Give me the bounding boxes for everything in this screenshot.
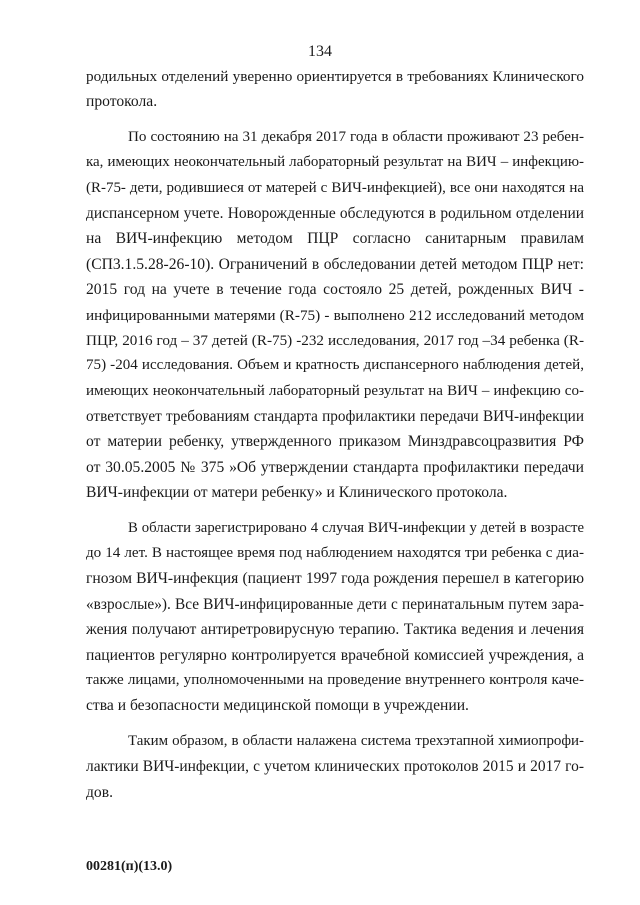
- text-line: жения получают антиретровирусную терапию. Тактика ведения и лечения: [86, 621, 584, 639]
- text-line: инфицированными матерями (R-75) - выполнено 212 исследований методом: [86, 306, 584, 324]
- paragraph: [86, 64, 584, 115]
- text-line: лактики ВИЧ-инфекции, с учетом клинических протоколов 2015 и 2017 го-: [86, 758, 584, 776]
- paragraph: [86, 516, 584, 719]
- text-line: диспансерном учете. Новорожденные обследуются в родильном отделении: [86, 204, 584, 222]
- text-line: также лицами, уполномоченными на проведение внутреннего контроля каче-: [86, 671, 584, 688]
- text-line: родильных отделений уверенно ориентируется в требованиях Клинического: [86, 68, 584, 85]
- text-line: до 14 лет. В настоящее время под наблюдением находятся три ребенка с диа-: [86, 545, 584, 562]
- text-line: протокола.: [86, 93, 158, 111]
- text-line: 75) -204 исследования. Объем и кратность диспансерного наблюдения детей,: [86, 357, 584, 374]
- text-line: В области зарегистрировано 4 случая ВИЧ-инфекции у детей в возрасте: [128, 519, 584, 536]
- text-line: По состоянию на 31 декабря 2017 года в области проживают 23 ребен-: [128, 128, 584, 145]
- text-line: ства и безопасности медицинской помощи в учреждении.: [86, 697, 469, 715]
- text-line: 2015 год на учете в течение года состояло 25 детей, рожденных ВИЧ -: [86, 281, 584, 299]
- text-line: от материи ребенку, утвержденного приказом Минздравсоцразвития РФ: [86, 433, 584, 451]
- text-line: гнозом ВИЧ-инфекция (пациент 1997 года рождения перешел в категорию: [86, 570, 584, 588]
- text-line: (СП3.1.5.28-26-10). Ограничений в обследовании детей методом ПЦР нет:: [86, 255, 584, 273]
- document-body: [86, 64, 584, 805]
- page-number: 134: [308, 43, 332, 60]
- text-line: имеющих неокончательный лабораторный результат на ВИЧ – инфекцию со-: [86, 382, 584, 399]
- text-line: дов.: [86, 783, 113, 801]
- paragraph: [86, 729, 584, 805]
- text-line: ка, имеющих неокончательный лабораторный результат на ВИЧ – инфекцию-: [86, 154, 584, 171]
- text-line: пациентов регулярно контролируется врачебной комиссией учреждения, а: [86, 646, 584, 664]
- text-line: (R-75- дети, родившиеся от матерей с ВИЧ-инфекцией), все они находятся на: [86, 179, 584, 196]
- paragraph: [86, 125, 584, 506]
- text-line: Таким образом, в области налажена система трехэтапной химиопрофи-: [128, 732, 584, 749]
- text-line: ПЦР, 2016 год – 37 детей (R-75) -232 исследования, 2017 год –34 ребенка (R-: [86, 331, 584, 349]
- text-line: от 30.05.2005 № 375 »Об утверждении стандарта профилактики передачи: [86, 458, 584, 476]
- text-line: «взрослые»). Все ВИЧ-инфицированные дети с перинатальным путем зара-: [86, 595, 584, 613]
- text-line: ответствует требованиям стандарта профилактики передачи ВИЧ-инфекции: [86, 408, 584, 426]
- text-line: на ВИЧ-инфекцию методом ПЦР согласно санитарным правилам: [86, 230, 584, 248]
- document-code: 00281(п)(13.0): [86, 859, 173, 874]
- text-line: ВИЧ-инфекции от матери ребенку» и Клинического протокола.: [86, 484, 508, 502]
